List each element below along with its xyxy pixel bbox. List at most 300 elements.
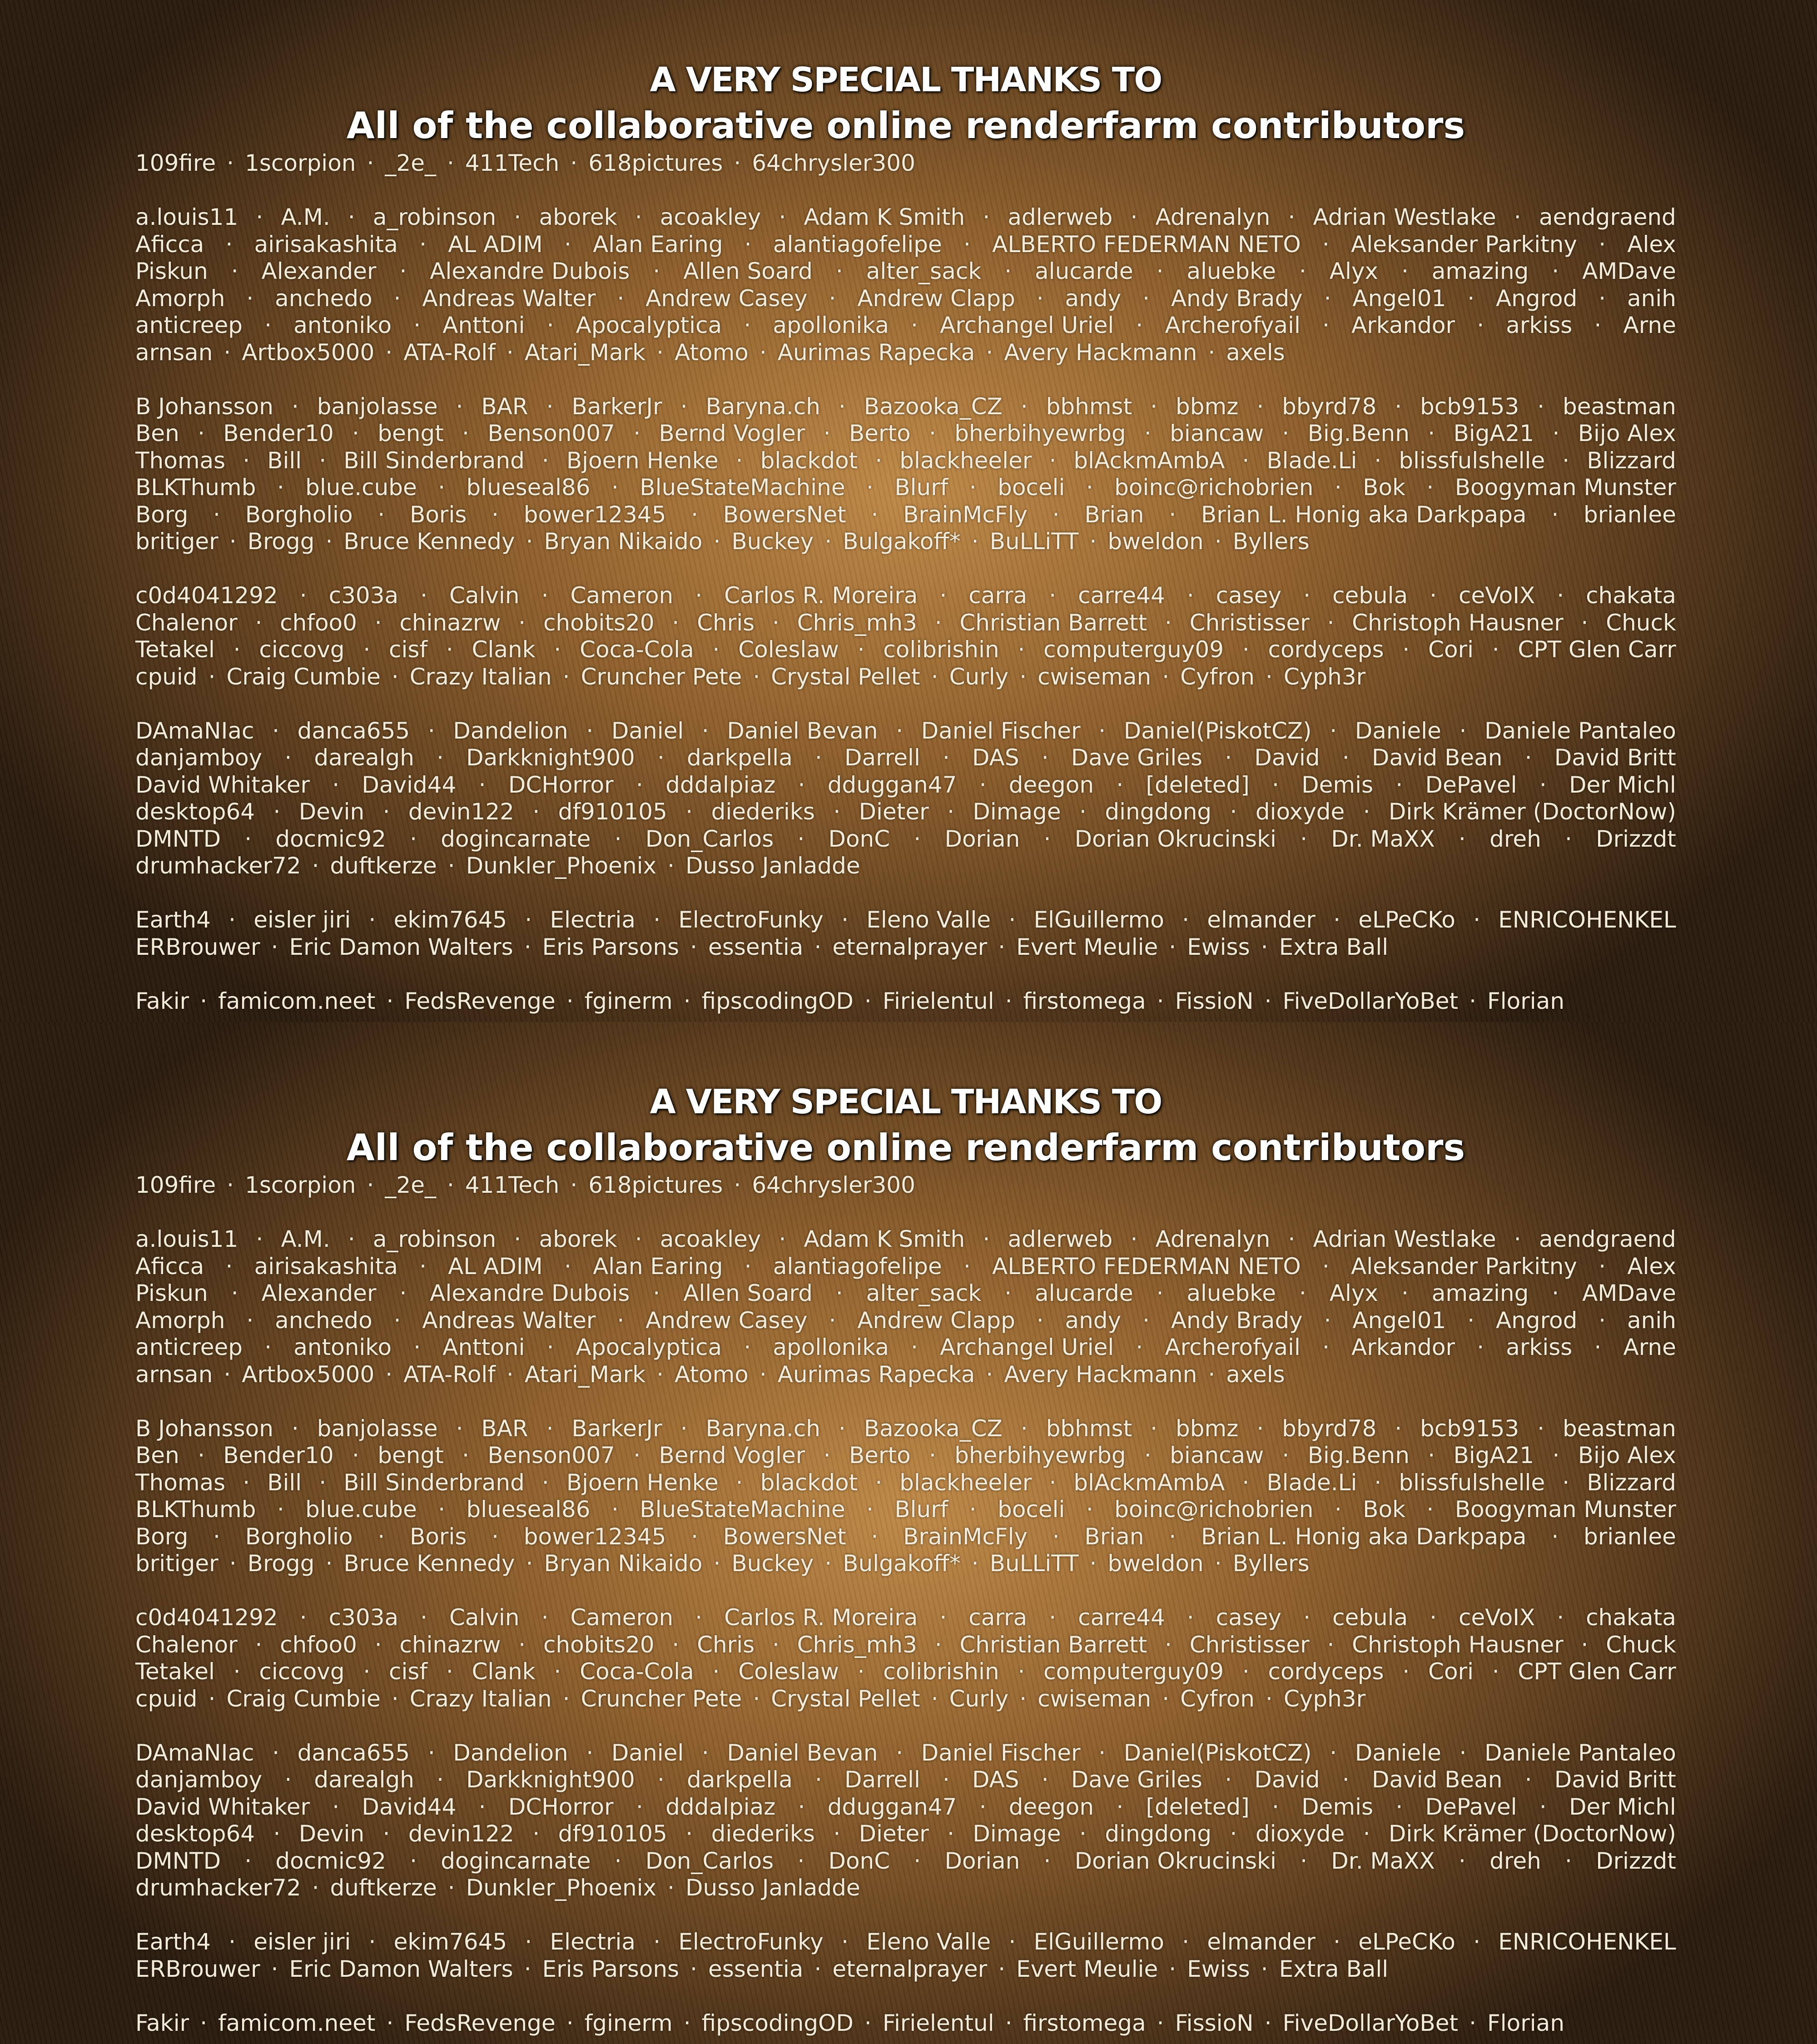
separator-dot: · bbox=[1187, 1604, 1194, 1632]
separator-dot: · bbox=[1144, 420, 1152, 447]
separator-dot: · bbox=[798, 772, 805, 799]
separator-dot: · bbox=[518, 1632, 526, 1659]
separator-dot: · bbox=[1049, 447, 1056, 475]
separator-dot: · bbox=[1300, 826, 1307, 853]
contributor-name: Arne bbox=[1623, 1334, 1676, 1361]
contributor-name: Angel01 bbox=[1352, 285, 1446, 313]
contributor-name: Devin bbox=[299, 799, 364, 826]
separator-dot: · bbox=[836, 258, 843, 285]
contributor-name: Bulgakoff* bbox=[843, 1550, 960, 1578]
separator-dot: · bbox=[229, 528, 237, 556]
contributor-name: Curly bbox=[949, 664, 1009, 691]
contributor-name: 64chrysler300 bbox=[752, 150, 915, 177]
contributor-name: Cyph3r bbox=[1284, 1686, 1365, 1713]
separator-dot: · bbox=[300, 582, 307, 610]
contributor-name: duftkerze bbox=[330, 1875, 437, 1902]
contributor-name: boceli bbox=[998, 474, 1065, 501]
contributor-name: danjamboy bbox=[135, 1766, 262, 1794]
separator-dot: · bbox=[1242, 1658, 1250, 1686]
contributor-name: Buckey bbox=[731, 1550, 814, 1578]
separator-dot: · bbox=[911, 312, 918, 339]
contributor-name: anchedo bbox=[275, 285, 372, 313]
separator-dot: · bbox=[685, 1821, 693, 1848]
separator-dot: · bbox=[1142, 1307, 1150, 1335]
contributor-name: Aleksander Parkitny bbox=[1351, 1253, 1577, 1280]
separator-dot: · bbox=[524, 1956, 531, 1983]
separator-dot: · bbox=[760, 1361, 767, 1389]
contributor-name: Extra Ball bbox=[1279, 934, 1389, 961]
contributor-name: Electria bbox=[550, 1929, 635, 1956]
separator-dot: · bbox=[1401, 258, 1409, 285]
separator-dot: · bbox=[226, 231, 233, 258]
separator-dot: · bbox=[231, 1280, 238, 1307]
separator-dot: · bbox=[514, 1226, 521, 1253]
contributor-name: docmic92 bbox=[275, 1848, 386, 1875]
contributor-name: Adrenalyn bbox=[1156, 1226, 1271, 1253]
separator-dot: · bbox=[615, 826, 622, 853]
separator-dot: · bbox=[1018, 1658, 1025, 1686]
separator-dot: · bbox=[399, 1280, 407, 1307]
contributor-name: fipscodingOD bbox=[702, 2010, 854, 2037]
contributor-name: Arne bbox=[1623, 312, 1676, 339]
separator-dot: · bbox=[1256, 393, 1264, 421]
separator-dot: · bbox=[1142, 285, 1150, 313]
separator-dot: · bbox=[947, 799, 954, 826]
separator-dot: · bbox=[972, 1550, 979, 1578]
separator-dot: · bbox=[858, 1658, 865, 1686]
contributor-name: Archerofyail bbox=[1165, 312, 1300, 339]
contributor-name: Bijo Alex bbox=[1578, 420, 1676, 447]
contributor-name: boinc@richobrien bbox=[1114, 474, 1313, 501]
contributor-name: Dunkler_Phoenix bbox=[466, 1875, 656, 1902]
contributor-name: computerguy09 bbox=[1043, 636, 1224, 664]
contributor-name: blackheeler bbox=[899, 447, 1032, 475]
separator-dot: · bbox=[875, 1469, 882, 1497]
separator-dot: · bbox=[256, 204, 263, 231]
separator-dot: · bbox=[1004, 1280, 1012, 1307]
contributor-name: Christoph Hausner bbox=[1352, 610, 1564, 637]
separator-dot: · bbox=[772, 1632, 779, 1659]
separator-dot: · bbox=[514, 204, 521, 231]
contributor-name: alter_sack bbox=[866, 258, 982, 285]
contributor-name: David44 bbox=[362, 1794, 456, 1821]
separator-dot: · bbox=[213, 501, 220, 529]
separator-dot: · bbox=[526, 1550, 533, 1578]
contributor-name: Piskun bbox=[135, 1280, 208, 1307]
contributor-name: Chris_mh3 bbox=[797, 1632, 917, 1659]
separator-dot: · bbox=[633, 1442, 640, 1469]
contributor-name: bcb9153 bbox=[1420, 393, 1519, 421]
contributor-name: fipscodingOD bbox=[702, 988, 854, 1015]
contributor-name: cordyceps bbox=[1268, 636, 1384, 664]
contributor-name: Boris bbox=[410, 501, 467, 529]
contributor-name: chinazrw bbox=[399, 610, 501, 637]
separator-dot: · bbox=[1169, 934, 1176, 961]
contributor-name: antoniko bbox=[293, 1334, 392, 1361]
contributor-name: Ewiss bbox=[1187, 1956, 1250, 1983]
contributor-name: danjamboy bbox=[135, 744, 262, 772]
separator-dot: · bbox=[1052, 501, 1060, 529]
contributor-name: DMNTD bbox=[135, 826, 221, 853]
contributor-name: Avery Hackmann bbox=[1004, 339, 1197, 367]
contributor-name: Andreas Walter bbox=[422, 285, 596, 313]
contributor-name: bweldon bbox=[1107, 1550, 1203, 1578]
contributor-name: alucarde bbox=[1035, 1280, 1133, 1307]
contributor-name: BuLLiTT bbox=[990, 1550, 1079, 1578]
separator-dot: · bbox=[824, 1442, 831, 1469]
contributor-name: 411Tech bbox=[465, 1172, 559, 1199]
contributor-name: Bill bbox=[267, 447, 302, 475]
contributor-name: Eleno Valle bbox=[866, 907, 991, 934]
separator-dot: · bbox=[653, 1929, 660, 1956]
contributor-name: banjolasse bbox=[317, 393, 438, 421]
separator-dot: · bbox=[312, 853, 319, 880]
separator-dot: · bbox=[369, 1929, 376, 1956]
separator-dot: · bbox=[672, 1632, 679, 1659]
contributor-name: Earth4 bbox=[135, 1929, 211, 1956]
separator-dot: · bbox=[438, 1496, 445, 1523]
separator-dot: · bbox=[1136, 312, 1143, 339]
separator-dot: · bbox=[1089, 1550, 1097, 1578]
contributor-name: Clank bbox=[472, 636, 536, 664]
separator-dot: · bbox=[1537, 1415, 1544, 1443]
separator-dot: · bbox=[1136, 1334, 1143, 1361]
contributor-name: Daniele bbox=[1355, 718, 1441, 745]
contributor-name: BAR bbox=[481, 393, 528, 421]
separator-dot: · bbox=[564, 1253, 571, 1280]
separator-dot: · bbox=[383, 799, 390, 826]
separator-dot: · bbox=[363, 1658, 370, 1686]
contributor-name: alantiagofelipe bbox=[773, 231, 942, 258]
contributor-name: ATA-Rolf bbox=[403, 339, 496, 367]
separator-dot: · bbox=[1130, 1226, 1137, 1253]
contributor-name: amazing bbox=[1432, 1280, 1529, 1307]
contributor-name: 411Tech bbox=[465, 150, 559, 177]
contributor-name: Dorian bbox=[944, 826, 1020, 853]
contributor-name: colibrishin bbox=[883, 636, 999, 664]
contributor-name: Borgholio bbox=[245, 1523, 353, 1551]
contributor-name: Cruncher Pete bbox=[581, 1686, 742, 1713]
contributor-name: dddalpiaz bbox=[665, 772, 775, 799]
contributor-name: firstomega bbox=[1023, 988, 1146, 1015]
contributor-name: biancaw bbox=[1170, 420, 1264, 447]
separator-dot: · bbox=[462, 1442, 469, 1469]
separator-dot: · bbox=[1272, 772, 1279, 799]
contributor-name: bweldon bbox=[1107, 528, 1203, 556]
contributor-name: df910105 bbox=[558, 799, 667, 826]
contributor-name: britiger bbox=[135, 1550, 218, 1578]
contributor-name: blAckmAmbA bbox=[1073, 1469, 1225, 1497]
contributor-name: famicom.neet bbox=[218, 988, 375, 1015]
contributor-name: Thomas bbox=[135, 1469, 225, 1497]
contributor-name: Cyph3r bbox=[1284, 664, 1365, 691]
contributor-name: cebula bbox=[1332, 582, 1408, 610]
contributor-name: axels bbox=[1226, 1361, 1285, 1389]
contributor-name: Adrian Westlake bbox=[1313, 204, 1496, 231]
contributor-name: eisler jiri bbox=[253, 907, 351, 934]
contributor-name: Coca-Cola bbox=[580, 1658, 694, 1686]
contributor-name: Blade.Li bbox=[1266, 447, 1357, 475]
separator-dot: · bbox=[943, 744, 950, 772]
separator-dot: · bbox=[1459, 826, 1466, 853]
contributor-name: Bernd Vogler bbox=[659, 1442, 805, 1469]
separator-dot: · bbox=[1215, 528, 1222, 556]
separator-dot: · bbox=[456, 1415, 463, 1443]
separator-dot: · bbox=[1303, 582, 1311, 610]
separator-dot: · bbox=[319, 1469, 326, 1497]
separator-dot: · bbox=[672, 610, 679, 637]
contributor-name: Daniele Pantaleo bbox=[1484, 718, 1676, 745]
separator-dot: · bbox=[246, 285, 253, 313]
contributor-name: David Bean bbox=[1372, 1766, 1503, 1794]
separator-dot: · bbox=[667, 853, 675, 880]
separator-dot: · bbox=[1537, 393, 1544, 421]
separator-dot: · bbox=[947, 1821, 954, 1848]
contributor-name: anticreep bbox=[135, 1334, 243, 1361]
contributor-name: _2e_ bbox=[385, 1172, 436, 1199]
separator-dot: · bbox=[1363, 1821, 1370, 1848]
separator-dot: · bbox=[1300, 1848, 1307, 1875]
separator-dot: · bbox=[998, 934, 1005, 961]
separator-dot: · bbox=[456, 393, 463, 421]
contributor-name: Clank bbox=[472, 1658, 536, 1686]
contributor-name: elmander bbox=[1207, 1929, 1316, 1956]
contributor-name: FiveDollarYoBet bbox=[1282, 2010, 1458, 2037]
contributor-name: Chalenor bbox=[135, 610, 238, 637]
separator-dot: · bbox=[554, 1658, 561, 1686]
contributor-name: Firielentul bbox=[883, 988, 994, 1015]
contributor-name: Firielentul bbox=[883, 2010, 994, 2037]
contributor-name: Chalenor bbox=[135, 1632, 238, 1659]
separator-dot: · bbox=[332, 1794, 339, 1821]
contributor-name: Dorian Okrucinski bbox=[1075, 1848, 1276, 1875]
contributor-name: blueseal86 bbox=[467, 1496, 591, 1523]
separator-dot: · bbox=[300, 1604, 307, 1632]
contributor-name: cisf bbox=[389, 636, 427, 664]
contributor-name: ElectroFunky bbox=[678, 1929, 824, 1956]
contributor-name: Blizzard bbox=[1587, 447, 1676, 475]
contributor-name: BlueStateMachine bbox=[640, 1496, 845, 1523]
separator-dot: · bbox=[1037, 285, 1044, 313]
contributor-name: Thomas bbox=[135, 447, 225, 475]
contributor-name: Andrew Clapp bbox=[857, 285, 1015, 313]
contributor-name: David Britt bbox=[1554, 744, 1676, 772]
contributor-name: antoniko bbox=[293, 312, 392, 339]
contributor-name: Adam K Smith bbox=[804, 204, 965, 231]
separator-dot: · bbox=[448, 1875, 455, 1902]
contributor-name: Baryna.ch bbox=[705, 393, 820, 421]
separator-dot: · bbox=[824, 420, 831, 447]
contributor-name: Amorph bbox=[135, 1307, 225, 1335]
separator-dot: · bbox=[1079, 799, 1087, 826]
separator-dot: · bbox=[209, 1686, 216, 1713]
separator-dot: · bbox=[462, 420, 469, 447]
separator-dot: · bbox=[972, 528, 979, 556]
contributor-name: Dr. MaXX bbox=[1331, 826, 1435, 853]
contributor-name: Craig Cumbie bbox=[226, 1686, 380, 1713]
contributor-name: Dusso Janladde bbox=[685, 853, 860, 880]
separator-dot: · bbox=[526, 528, 533, 556]
contributor-name: arnsan bbox=[135, 339, 213, 367]
separator-dot: · bbox=[1052, 1523, 1060, 1551]
contributor-name: drumhacker72 bbox=[135, 1875, 301, 1902]
separator-dot: · bbox=[943, 1766, 950, 1794]
separator-dot: · bbox=[244, 1848, 252, 1875]
separator-dot: · bbox=[1594, 1334, 1602, 1361]
separator-dot: · bbox=[1037, 1307, 1044, 1335]
separator-dot: · bbox=[547, 1334, 554, 1361]
contributor-name: bower12345 bbox=[524, 501, 666, 529]
separator-dot: · bbox=[1402, 636, 1410, 664]
separator-dot: · bbox=[479, 1794, 486, 1821]
separator-dot: · bbox=[998, 1956, 1005, 1983]
contributor-name: Dr. MaXX bbox=[1331, 1848, 1435, 1875]
separator-dot: · bbox=[1230, 1821, 1237, 1848]
contributor-name: chfoo0 bbox=[280, 610, 357, 637]
separator-dot: · bbox=[1581, 610, 1589, 637]
separator-dot: · bbox=[437, 1766, 444, 1794]
special-thanks-heading: A VERY SPECIAL THANKS TO bbox=[135, 1080, 1676, 1124]
contributor-name: Allen Soard bbox=[683, 258, 813, 285]
separator-dot: · bbox=[1144, 1442, 1152, 1469]
contributor-name: Bok bbox=[1363, 1496, 1405, 1523]
contributor-name: [deleted] bbox=[1146, 1794, 1249, 1821]
contributor-name: Byllers bbox=[1233, 1550, 1310, 1578]
separator-dot: · bbox=[833, 799, 840, 826]
contributor-name: cwiseman bbox=[1038, 1686, 1151, 1713]
separator-dot: · bbox=[1288, 204, 1295, 231]
separator-dot: · bbox=[1327, 1632, 1334, 1659]
contributor-name: Archerofyail bbox=[1165, 1334, 1300, 1361]
contributor-name: danca655 bbox=[298, 1740, 410, 1767]
contributor-name: Daniele bbox=[1355, 1740, 1441, 1767]
separator-dot: · bbox=[1157, 258, 1164, 285]
contributor-name: chobits20 bbox=[543, 1632, 655, 1659]
separator-dot: · bbox=[1169, 1956, 1176, 1983]
contributor-name: DCHorror bbox=[508, 772, 614, 799]
contributor-name: eisler jiri bbox=[253, 1929, 351, 1956]
separator-dot: · bbox=[428, 1740, 435, 1767]
separator-dot: · bbox=[1553, 1442, 1560, 1469]
contributor-name: Chuck bbox=[1606, 610, 1676, 637]
separator-dot: · bbox=[223, 339, 231, 367]
contributor-name: 618pictures bbox=[588, 150, 723, 177]
separator-dot: · bbox=[1303, 1604, 1311, 1632]
separator-dot: · bbox=[983, 1226, 990, 1253]
contributor-name: Adrenalyn bbox=[1156, 204, 1271, 231]
separator-dot: · bbox=[617, 285, 624, 313]
separator-dot: · bbox=[1089, 528, 1097, 556]
separator-dot: · bbox=[1514, 204, 1521, 231]
separator-dot: · bbox=[1182, 907, 1189, 934]
contributor-name: bherbihyewrbg bbox=[954, 1442, 1126, 1469]
separator-dot: · bbox=[1374, 1469, 1381, 1497]
contributor-name: amazing bbox=[1432, 258, 1529, 285]
separator-dot: · bbox=[1539, 1794, 1547, 1821]
separator-dot: · bbox=[736, 447, 743, 475]
contributor-name: Boogyman Munster bbox=[1455, 474, 1676, 501]
separator-dot: · bbox=[284, 744, 292, 772]
contributor-name: David bbox=[1254, 1766, 1320, 1794]
separator-dot: · bbox=[1018, 636, 1025, 664]
separator-dot: · bbox=[546, 1415, 554, 1443]
separator-dot: · bbox=[1333, 1929, 1340, 1956]
contributor-name: casey bbox=[1216, 1604, 1282, 1632]
separator-dot: · bbox=[1552, 258, 1559, 285]
contributor-name: Alexandre Dubois bbox=[430, 258, 630, 285]
contributor-name: Buckey bbox=[731, 528, 814, 556]
separator-dot: · bbox=[198, 1442, 205, 1469]
contributor-name: Drizzdt bbox=[1596, 826, 1676, 853]
contributor-name: anih bbox=[1627, 285, 1676, 313]
contributor-name: df910105 bbox=[558, 1821, 667, 1848]
separator-dot: · bbox=[653, 1280, 660, 1307]
separator-dot: · bbox=[1256, 1415, 1264, 1443]
separator-dot: · bbox=[931, 664, 938, 691]
contributor-name: brianlee bbox=[1584, 1523, 1676, 1551]
contributor-name: BLKThumb bbox=[135, 1496, 256, 1523]
separator-dot: · bbox=[713, 636, 720, 664]
separator-dot: · bbox=[979, 772, 987, 799]
separator-dot: · bbox=[428, 718, 435, 745]
contributor-name: dioxyde bbox=[1256, 1821, 1345, 1848]
contributor-name: blackdot bbox=[760, 447, 858, 475]
contributor-name: dogincarnate bbox=[441, 826, 591, 853]
contributor-name: Brogg bbox=[248, 1550, 315, 1578]
contributor-name: A.M. bbox=[281, 204, 330, 231]
contributor-name: DAS bbox=[972, 744, 1019, 772]
separator-dot: · bbox=[255, 1632, 263, 1659]
separator-dot: · bbox=[1426, 1496, 1434, 1523]
contributor-name: Borgholio bbox=[245, 501, 353, 529]
separator-dot: · bbox=[255, 610, 263, 637]
separator-dot: · bbox=[657, 1766, 665, 1794]
contributor-name: AMDave bbox=[1582, 258, 1676, 285]
contributor-name: Dave Griles bbox=[1071, 1766, 1202, 1794]
separator-dot: · bbox=[734, 150, 741, 177]
contributor-name: Don_Carlos bbox=[645, 826, 774, 853]
separator-dot: · bbox=[713, 528, 720, 556]
contributor-name: Daniel(PiskotCZ) bbox=[1124, 1740, 1312, 1767]
contributor-name: Der Michl bbox=[1569, 1794, 1676, 1821]
separator-dot: · bbox=[375, 1632, 382, 1659]
contributor-name: Aficca bbox=[135, 231, 204, 258]
contributor-name: Apocalyptica bbox=[576, 1334, 722, 1361]
contributor-name: Alexander bbox=[262, 258, 377, 285]
contributor-name: Cyfron bbox=[1180, 664, 1255, 691]
separator-dot: · bbox=[491, 1523, 499, 1551]
contributor-name: Darrell bbox=[844, 1766, 920, 1794]
contributor-name: Bender10 bbox=[223, 1442, 333, 1469]
separator-dot: · bbox=[1187, 582, 1194, 610]
separator-dot: · bbox=[772, 610, 779, 637]
separator-dot: · bbox=[871, 1523, 878, 1551]
separator-dot: · bbox=[841, 907, 849, 934]
separator-dot: · bbox=[611, 474, 619, 501]
contributor-name: elmander bbox=[1207, 907, 1316, 934]
contributor-name: Christian Barrett bbox=[959, 610, 1147, 637]
separator-dot: · bbox=[864, 2010, 872, 2037]
contributor-name: Bill bbox=[267, 1469, 302, 1497]
separator-dot: · bbox=[636, 1794, 643, 1821]
separator-dot: · bbox=[200, 988, 207, 1015]
contributor-name: c303a bbox=[329, 1604, 399, 1632]
separator-dot: · bbox=[264, 312, 272, 339]
contributor-name: Extra Ball bbox=[1279, 1956, 1389, 1983]
separator-dot: · bbox=[1581, 1632, 1589, 1659]
contributor-name: bower12345 bbox=[524, 1523, 666, 1551]
separator-dot: · bbox=[1266, 1686, 1273, 1713]
